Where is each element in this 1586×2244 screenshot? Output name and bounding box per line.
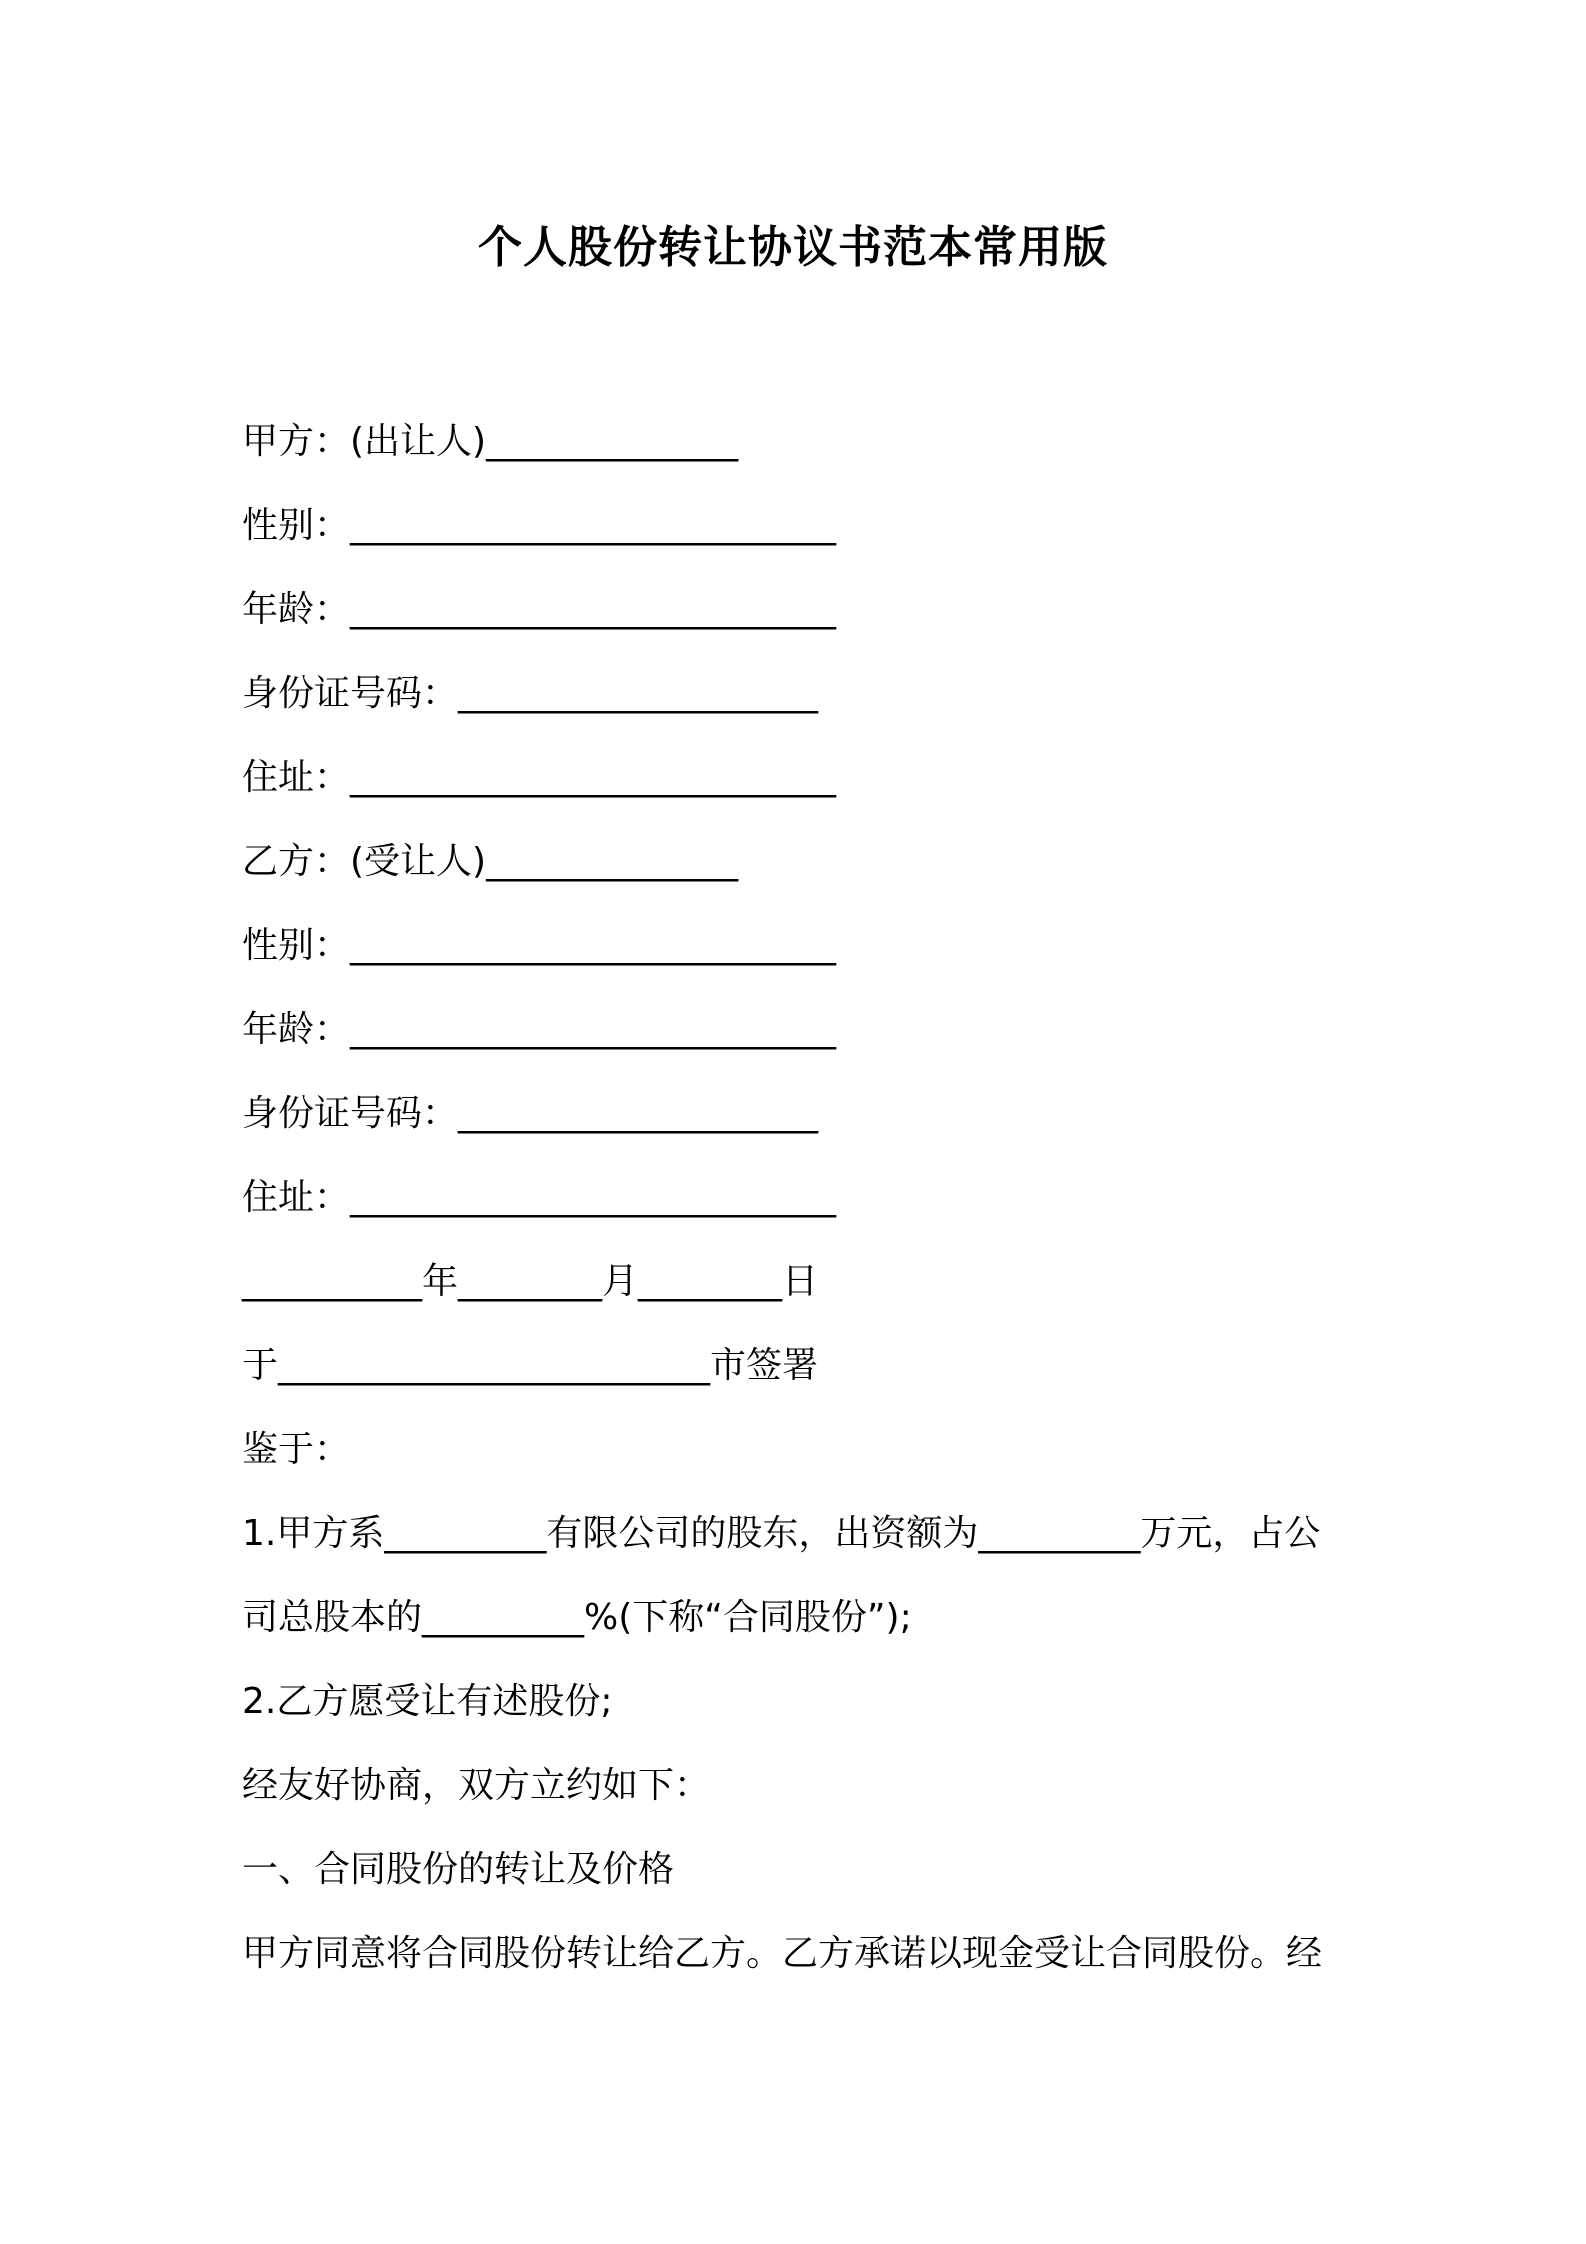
document-body (242, 400, 1362, 1996)
party-a-line: 甲方：(出让人)______________ (242, 421, 739, 462)
date-line: __________年________月________日 (242, 1261, 818, 1302)
party-a-gender-line: 性别：___________________________ (242, 505, 837, 546)
whereas-clause-1a: 1.甲方系_________有限公司的股东，出资额为_________万元，占公 (242, 1513, 1321, 1554)
party-b-gender-line: 性别：___________________________ (242, 925, 837, 966)
agreement-intro: 经友好协商，双方立约如下： (242, 1765, 711, 1806)
whereas-heading: 鉴于： (242, 1429, 351, 1470)
party-a-age-line: 年龄：___________________________ (242, 589, 837, 630)
party-b-age-line: 年龄：___________________________ (242, 1009, 837, 1050)
party-b-id-line: 身份证号码：____________________ (242, 1093, 819, 1134)
party-b-address-line: 住址：___________________________ (242, 1177, 837, 1218)
section-1-text: 甲方同意将合同股份转让给乙方。乙方承诺以现金受让合同股份。经 (242, 1933, 1323, 1974)
document-title: 个人股份转让协议书范本常用版 (478, 222, 1108, 273)
party-a-id-line: 身份证号码：____________________ (242, 673, 819, 714)
signing-location-line: 于________________________市签署 (242, 1345, 819, 1386)
section-1-heading: 一、合同股份的转让及价格 (242, 1849, 675, 1890)
whereas-clause-1b: 司总股本的_________%(下称“合同股份”); (242, 1597, 912, 1638)
party-a-address-line: 住址：___________________________ (242, 757, 837, 798)
party-b-line: 乙方：(受让人)______________ (242, 841, 739, 882)
whereas-clause-2: 2.乙方愿受让有述股份; (242, 1681, 613, 1722)
